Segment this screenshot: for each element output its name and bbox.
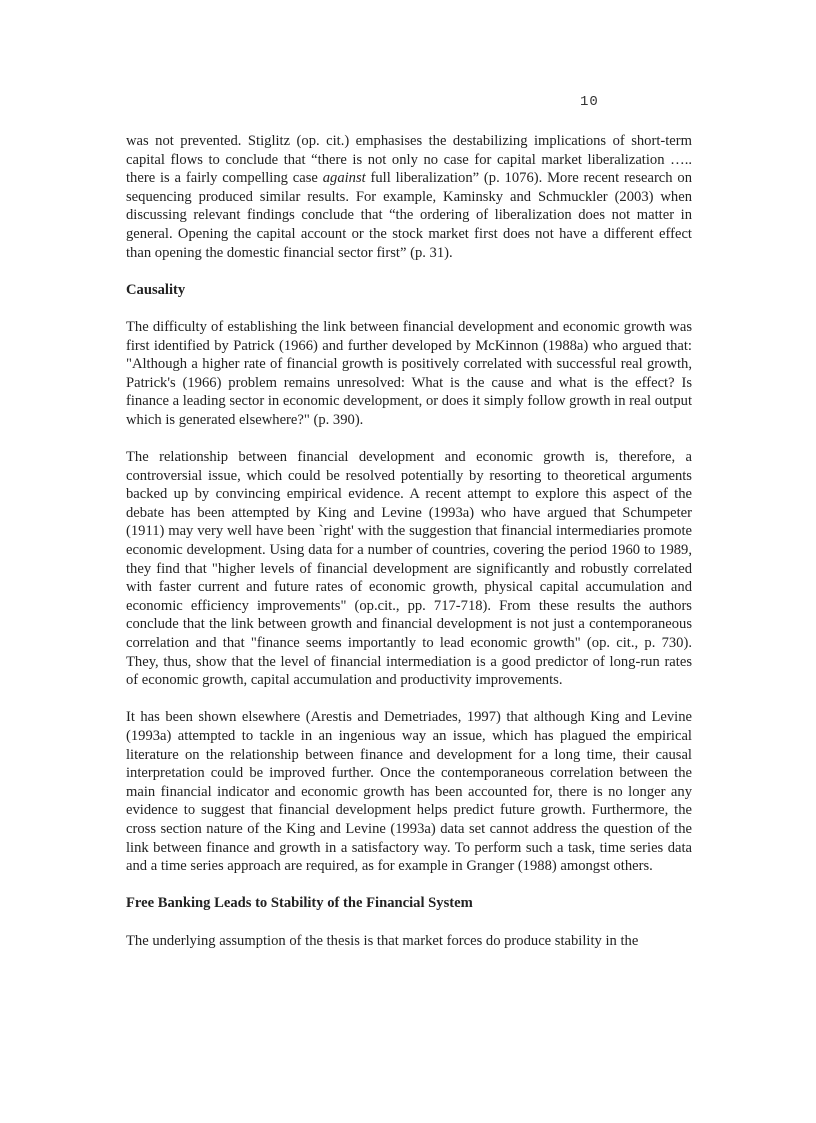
paragraph-king-levine: The relationship between financial development and economic growth is, therefore, a controversial issue, which could be resolved potentially by resorting to theoretical arguments backed up by convincing empirical evidence. A recent attempt to explore this aspect of the debate has been attempted by King and Levine (1993a) who have argued that Schumpeter (1911) may very well have been `right' with the suggestion that financial intermediaries promote economic development. Using data for a number of countries, covering the period 1960 to 1989, they find that "higher levels of financial development are significantly and robustly correlated with faster current and future rates of economic growth, physical capital accumulation and economic efficiency improvements" (op.cit., pp. 717-718). From these results the authors conclude that the link between growth and financial development is not just a contemporaneous correlation and that "finance seems importantly to lead economic growth" (op. cit., p. 730). They, thus, show that the level of financial intermediation is a good predictor of long-run rates of economic growth, capital accumulation and productivity improvements. (126, 449, 692, 689)
paragraph-patrick: The difficulty of establishing the link between financial development and economic growth was first identified by Patrick (1966) and further developed by McKinnon (1988a) who argued that: "Although a higher rate of financial growth is positively correlated with successful real growth, Patrick's (1966) problem remains unresolved: What is the cause and what is the effect? Is finance a leading sector in economic development, or does it simply follow growth in real output which is generated elsewhere?" (p. 390). (126, 318, 692, 428)
paragraph-stiglitz (126, 132, 692, 262)
body-text (126, 132, 692, 950)
paragraph-stiglitz-text-b: full liberalization” (p. 1076). More recent research on sequencing produced similar results. For example, Kaminsky and Schmuckler (2003) when discussing relevant findings conclude that “the ordering of liberalization does not matter in general. Opening the capital account or the stock market first does not have a different effect than opening the domestic financial sector first” (p. 31). (126, 170, 693, 261)
emphasis-against: against (322, 170, 366, 187)
page-number: 10 (580, 94, 599, 110)
paragraph-stiglitz-text-a: was not prevented. Stiglitz (op. cit.) emphasises the destabilizing implications of short-term capital flows to conclude that “there is not only no case for capital market liberalization ….. there is a fairly compelling case (126, 133, 692, 187)
heading-causality: Causality (126, 281, 186, 298)
paragraph-market-forces: The underlying assumption of the thesis is that market forces do produce stability in the (126, 932, 639, 949)
heading-free-banking: Free Banking Leads to Stability of the Financial System (126, 895, 473, 912)
paragraph-arestis: It has been shown elsewhere (Arestis and Demetriades, 1997) that although King and Levine (1993a) attempted to tackle in an ingenious way an issue, which has plagued the empirical literature on the relationship between finance and development for a long time, their causal interpretation could be improved further. Once the contemporaneous correlation between the main financial indicator and economic growth has been accounted for, there is no longer any evidence to suggest that financial development helps predict future growth. Furthermore, the cross section nature of the King and Levine (1993a) data set cannot address the question of the link between finance and growth in a satisfactory way. To perform such a task, time series data and a time series approach are required, as for example in Granger (1988) amongst others. (126, 709, 692, 875)
